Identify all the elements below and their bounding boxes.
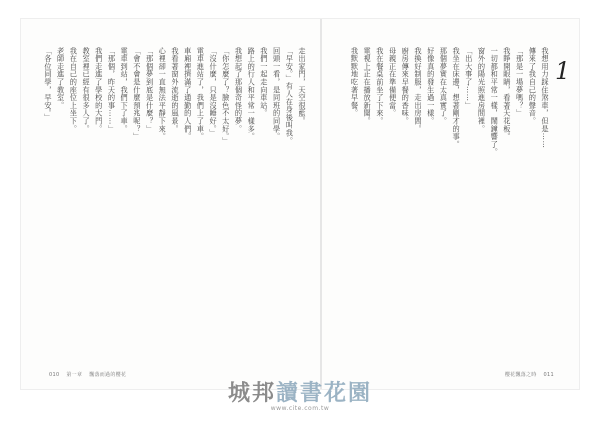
- watermark-url: www.cite.com.tw: [270, 405, 330, 412]
- text-column: 我在自己的座位上坐下。: [69, 47, 79, 133]
- text-column: 「你怎麼了？臉色不太好。」: [221, 47, 231, 145]
- text-column: 我在餐桌前坐了下來。: [375, 47, 385, 125]
- text-column: 傳來了我自己的聲音。: [528, 47, 538, 125]
- text-column: 「會不會是什麼預兆呢？」: [132, 47, 142, 141]
- right-page-text: [339, 47, 549, 359]
- text-column: 我默默地吃著早餐。: [350, 47, 360, 118]
- right-page-number: 011: [543, 372, 554, 378]
- text-column: 我們一起走向車站。: [259, 47, 269, 118]
- text-column: 廚房傳來早餐的香味。: [401, 47, 411, 125]
- text-column: 車廂裡擠滿了通勤的人們。: [183, 47, 193, 141]
- text-column: 「那個夢到底是什麼？」: [145, 47, 155, 133]
- text-column: 我睜開眼睛，看著天花板。: [502, 47, 512, 141]
- text-column: 一切都和平常一樣，鬧鐘響了。: [490, 47, 500, 157]
- text-column: 我換好制服，走出房間。: [413, 47, 423, 133]
- publisher-watermark: [0, 376, 600, 412]
- text-column: 教室裡已經有很多人了。: [82, 47, 92, 133]
- text-column: 回頭一看，是同班的同學。: [272, 47, 282, 141]
- text-column: 「各位同學，早安。」: [43, 47, 53, 122]
- left-page-number: 010: [49, 372, 60, 378]
- text-column: 我坐在床邊，想著剛才的事。: [452, 47, 462, 149]
- text-column: 「早安。」有人在身後叫我。: [285, 47, 295, 145]
- text-column: 老師走進了教室。: [56, 47, 66, 110]
- text-column: 電車到站，我們下了車。: [120, 47, 130, 133]
- text-column: 心裡卻一直無法平靜下來。: [158, 47, 168, 141]
- text-column: 「沒什麼，只是沒睡好。」: [209, 47, 219, 137]
- text-column: 好像真的發生過一樣。: [426, 47, 436, 125]
- chapter-number: 1: [555, 57, 571, 85]
- text-column: 我看著窗外流逝的風景。: [170, 47, 180, 133]
- text-column: 我們走進了學校的大門。: [94, 47, 104, 133]
- text-column: 「那個，昨天的事……」: [107, 47, 117, 133]
- text-column: 窗外的陽光照進房間裡。: [477, 47, 487, 133]
- text-column: 我想用力踩住煞車，但是……: [541, 47, 550, 149]
- text-column: 路上的行人和平常一樣多。: [247, 47, 257, 141]
- watermark-logo-main: 城邦: [227, 381, 276, 406]
- text-column: 走出家門，天空很藍。: [298, 47, 307, 125]
- chapter-title: 飄落而過的櫻花: [89, 372, 127, 378]
- text-column: 電車進站了，我們上了車。: [196, 47, 206, 141]
- left-page-text: [43, 47, 307, 359]
- text-column: 那個夢實在太真實了。: [439, 47, 449, 125]
- text-column: 「那是一場夢嗎？」: [515, 47, 525, 118]
- book-spread: [20, 18, 580, 390]
- watermark-logo: [0, 376, 600, 407]
- text-column: 母親正在準備便當。: [388, 47, 398, 118]
- text-column: 「出大事了……」: [464, 47, 474, 110]
- chapter-label: 第一章: [66, 372, 83, 378]
- book-gutter: [320, 19, 322, 389]
- book-title: 櫻花飄落之時: [504, 372, 537, 378]
- text-column: 我想起了那個奇怪的夢。: [234, 47, 244, 133]
- text-column: 電視上正在播放新聞。: [363, 47, 373, 125]
- watermark-logo-accent: 讀書花園: [276, 381, 373, 406]
